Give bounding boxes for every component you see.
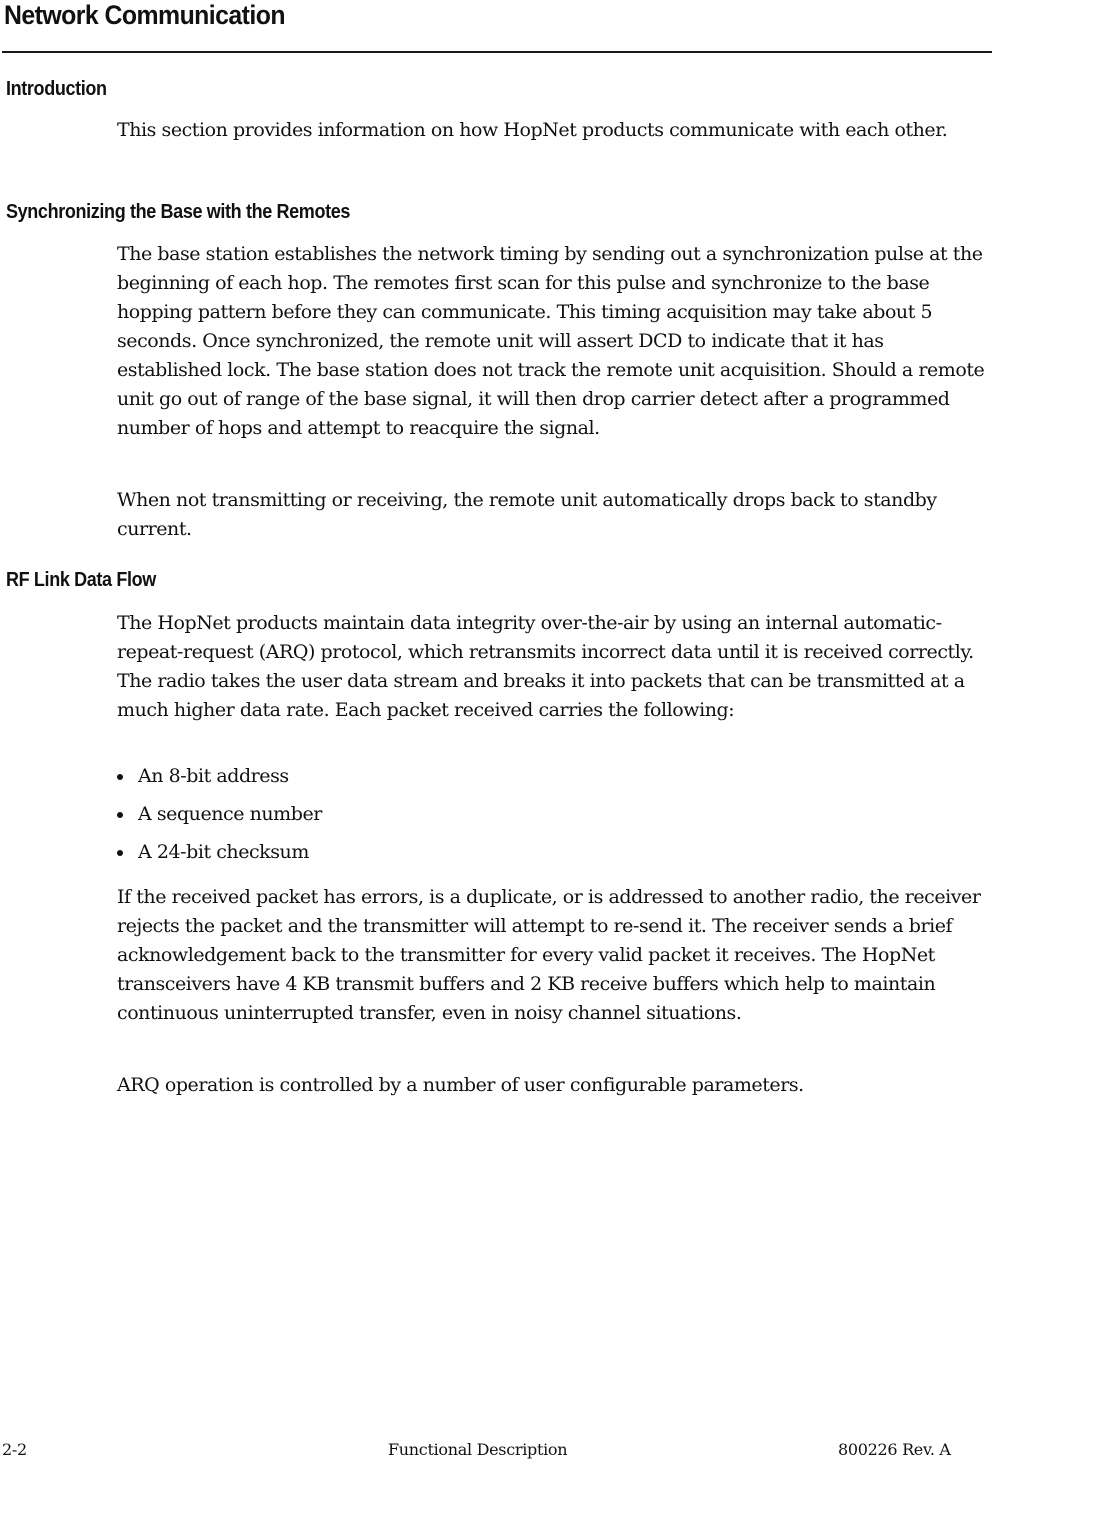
title-divider bbox=[2, 51, 992, 53]
section-heading-rf-link-data-flow: RF Link Data Flow bbox=[6, 569, 156, 591]
section-heading-synchronizing: Synchronizing the Base with the Remotes bbox=[6, 201, 351, 223]
footer-doc-revision: 800226 Rev. A bbox=[838, 1440, 951, 1459]
rf-link-paragraph-2: If the received packet has errors, is a duplicate, or is addressed to another radio, the receiver rejects the packet and the transmitter will attempt to re-send it. The receiver sends a brief acknowledgement back to the transmitter for every valid packet it receives. The HopNet transceivers have 4 KB transmit buffers and 2 KB receive buffers which help to maintain continuous uninterrupted transfer, even in noisy channel situations. bbox=[117, 886, 981, 1024]
synchronizing-paragraph-1: The base station establishes the network timing by sending out a synchronization pulse at the beginning of each hop. The remotes first scan for this pulse and synchronize to the base hopping pattern before they can communicate. This timing acquisition may take about 5 seconds. Once synchronized, the remote unit will assert DCD to indicate that it has established lock. The base station does not track the remote unit acquisition. Should a remote unit go out of range of the base signal, it will then drop carrier detect after a programmed number of hops and attempt to reacquire the signal. bbox=[117, 243, 985, 439]
section-heading-introduction: Introduction bbox=[6, 78, 107, 100]
introduction-paragraph: This section provides information on how HopNet products communicate with each other. bbox=[117, 119, 948, 141]
list-item bbox=[117, 762, 987, 800]
bullet-icon bbox=[117, 774, 123, 780]
list-item bbox=[117, 838, 987, 876]
rf-link-paragraph-3: ARQ operation is controlled by a number of user configurable parameters. bbox=[117, 1074, 804, 1096]
synchronizing-paragraph-2: When not transmitting or receiving, the remote unit automatically drops back to standby current. bbox=[117, 489, 937, 540]
list-item-text: A 24-bit checksum bbox=[138, 841, 309, 863]
list-item-text: An 8-bit address bbox=[138, 765, 289, 787]
footer-page-number: 2-2 bbox=[2, 1440, 27, 1459]
chapter-title: Network Communication bbox=[4, 0, 286, 30]
list-item bbox=[117, 800, 987, 838]
packet-contents-list bbox=[117, 762, 987, 876]
list-item-text: A sequence number bbox=[138, 803, 322, 825]
footer-section-name: Functional Description bbox=[388, 1440, 568, 1459]
rf-link-paragraph-1: The HopNet products maintain data integrity over-the-air by using an internal automatic-repeat-request (ARQ) protocol, which retransmits incorrect data until it is received correctly. The radio takes the user data stream and breaks it into packets that can be transmitted at a much higher data rate. Each packet received carries the following: bbox=[117, 612, 974, 721]
bullet-icon bbox=[117, 812, 123, 818]
bullet-icon bbox=[117, 850, 123, 856]
